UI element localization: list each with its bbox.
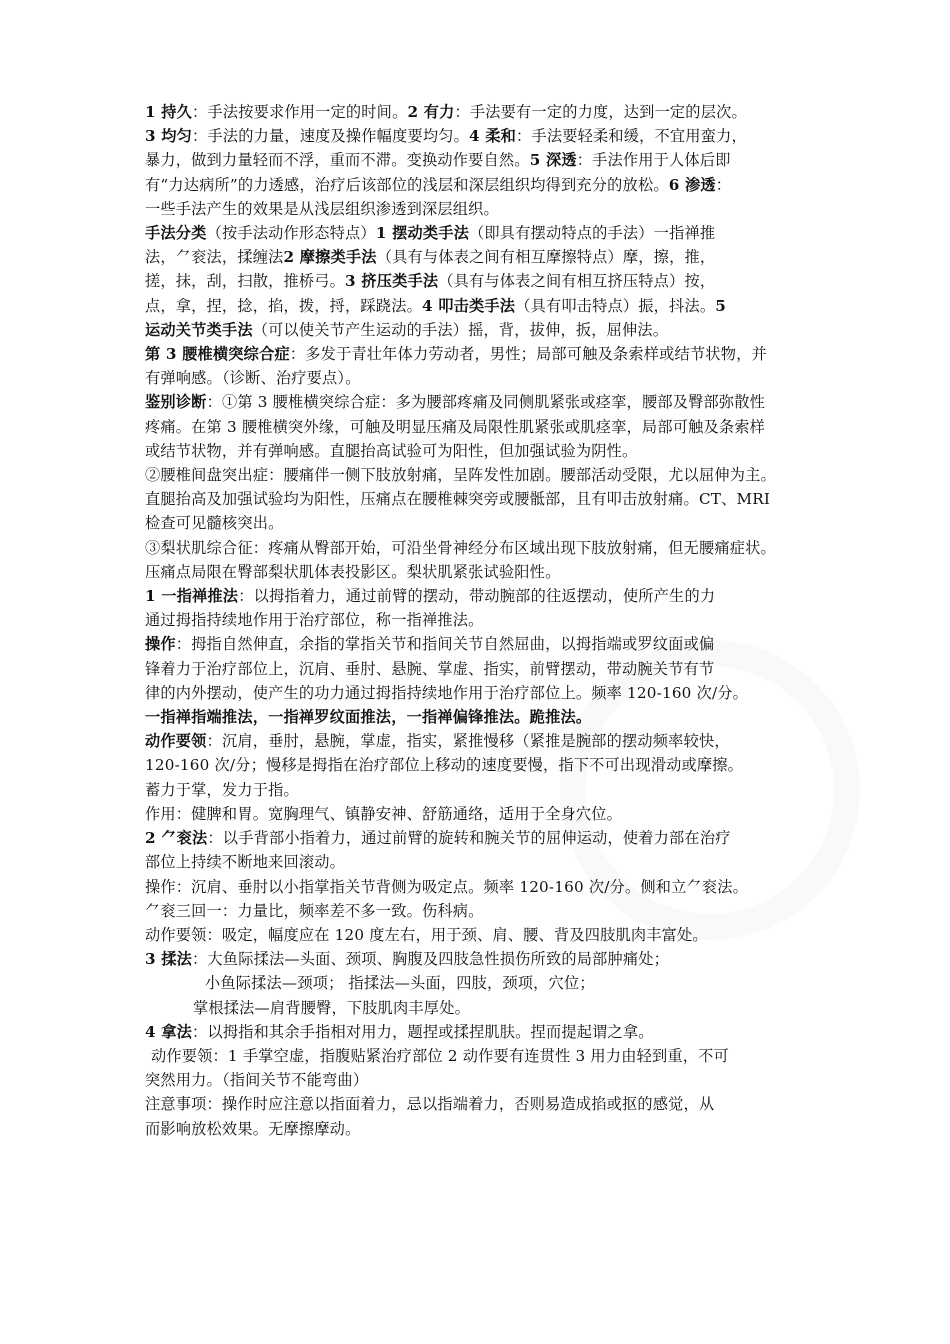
bold-term: 1 一指禅推法	[145, 587, 239, 606]
text-segment: 搓，抹，刮，扫散，推桥弓。	[145, 272, 346, 291]
text-segment: ：手法按要求作用一定的时间。	[192, 103, 408, 121]
text-line	[145, 148, 830, 172]
text-segment: 锋着力于治疗部位上，沉肩、垂肘、悬腕、掌虚、指实，前臂摆动，带动腕关节有节	[145, 659, 715, 678]
text-segment: 作用：健脾和胃。宽胸理气、镇静安神、舒筋通络，适用于全身穴位。	[145, 804, 623, 823]
text-segment: 通过拇指持续地作用于治疗部位，称一指禅推法。	[145, 611, 484, 630]
text-line	[145, 536, 830, 560]
text-line	[145, 269, 830, 293]
text-segment: （可以使关节产生运动的手法）摇，背，拔伸，扳，屈伸法。	[252, 320, 669, 339]
text-segment: 直腿抬高及加强试验均为阳性，压痛点在腰椎棘突旁或腰骶部，且有叩击放射痛。CT、MRI	[145, 490, 771, 509]
text-segment: ③梨状肌综合征：疼痛从臀部开始，可沿坐骨神经分布区域出现下肢放射痛，但无腰痛症状。	[145, 538, 776, 557]
text-segment: ：以拇指和其余手指相对用力，题捏或揉捏肌肤。捏而提起谓之拿。	[192, 1022, 654, 1041]
text-line	[145, 245, 830, 269]
bold-term: 一指禅指端推法，一指禅罗纹面推法，一指禅偏锋推法。跪推法。	[145, 708, 592, 727]
text-segment: 或结节状物，并有弹响感。直腿抬高试验可为阳性，但加强试验为阴性。	[145, 441, 638, 460]
text-line	[145, 463, 830, 487]
text-line	[145, 294, 830, 318]
text-segment: 掌根揉法—肩背腰臀，下肢肌肉丰厚处。	[193, 998, 470, 1017]
watermark-emblem	[560, 640, 860, 940]
text-segment: ：沉肩，垂肘，悬腕，掌虚，指实，紧推慢移（紧推是腕部的摆动频率较快，	[206, 732, 730, 751]
text-segment: （具有与体表之间有相互摩擦特点）摩，擦，推，	[376, 248, 716, 267]
bold-term: 3 均匀	[145, 127, 193, 146]
text-line	[145, 1044, 830, 1068]
text-segment: ：手法要有一定的力度，达到一定的层次。	[454, 103, 747, 121]
text-segment: 有“力达病所”的力透感，治疗后该部位的浅层和深层组织均得到充分的放松。	[145, 175, 669, 194]
text-segment: 而影响放松效果。无摩擦摩动。	[145, 1119, 361, 1138]
bold-term: 4 拿法	[145, 1022, 193, 1041]
text-line	[145, 560, 830, 584]
text-segment: 注意事项：操作时应注意以指面着力，忌以指端着力，否则易造成掐或抠的感觉，从	[145, 1095, 715, 1114]
bold-term: 2 摩擦类手法	[283, 248, 377, 267]
text-segment: 动作要领：吸定，幅度应在 120 度左右，用于颈、肩、腰、背及四肢肌肉丰富处。	[145, 925, 708, 944]
bold-term: 操作	[145, 635, 176, 654]
bold-term: 3 挤压类手法	[345, 272, 439, 291]
text-segment: 压痛点局限在臀部梨状肌体表投影区。梨状肌紧张试验阳性。	[145, 562, 561, 581]
text-segment: ：手法要轻柔和缓，不宜用蛮力，	[516, 127, 747, 146]
text-line	[145, 1068, 830, 1092]
text-segment: （具有与体表之间有相互挤压特点）按，	[438, 272, 716, 291]
text-segment: 点，拿，捏，捻，掐，拨，捋，踩跷法。	[145, 296, 422, 315]
text-segment: ：以手背部小指着力，通过前臂的旋转和腕关节的屈伸运动，使着力部在治疗	[207, 829, 731, 848]
bold-term: 第 3 腰椎横突综合症	[145, 345, 290, 364]
bold-term: 4 叩击类手法	[421, 296, 516, 315]
bold-term: 1 持久	[145, 103, 193, 121]
text-line	[145, 439, 830, 463]
text-segment: 疼痛。在第 3 腰椎横突外缘，可触及明显压痛及局限性肌紧张或肌痉挛，局部可触及条索样	[145, 417, 766, 436]
text-line	[145, 342, 830, 366]
text-line	[145, 415, 830, 439]
text-segment: （即具有摆动特点的手法）一指禅推	[469, 224, 716, 243]
text-line	[145, 318, 830, 342]
document-body	[145, 100, 830, 1141]
text-segment: 120-160 次/分；慢移是拇指在治疗部位上移动的速度要慢，指下不可出现滑动或摩擦。	[145, 756, 744, 775]
text-segment: 动作要领：1 手掌空虚，指腹贴紧治疗部位 2 动作要有连贯性 3 用力由轻到重，不可	[151, 1046, 729, 1065]
text-segment: ：大鱼际揉法—头面、颈项、胸腹及四肢急性损伤所致的局部肿痛处；	[192, 950, 670, 969]
text-segment: ：	[715, 175, 732, 194]
text-segment: 检查可见髓核突出。	[145, 514, 284, 533]
text-segment: ：以拇指着力，通过前臂的摆动，带动腕部的往返摆动，使所产生的力	[238, 587, 716, 606]
text-line	[145, 366, 830, 390]
bold-term: 6 渗透	[668, 175, 716, 194]
text-segment: 突然用力。（指间关节不能弯曲）	[145, 1071, 369, 1090]
text-line	[145, 1117, 830, 1141]
bold-term: 1 摆动类手法	[375, 224, 470, 243]
text-line	[145, 197, 830, 221]
bold-term: 5 深透	[529, 151, 577, 170]
text-segment: ⺈衮三回一：力量比，频率差不多一致。伤科病。	[145, 901, 484, 920]
text-segment: 小鱼际揉法—颈项； 指揉法—头面，四肢，颈项，穴位；	[205, 974, 595, 993]
text-line	[145, 511, 830, 535]
bold-term: 2 有力	[407, 103, 455, 121]
text-line	[145, 1020, 830, 1044]
text-segment: 律的内外摆动，使产生的功力通过拇指持续地作用于治疗部位上。频率 120-160 次/分。	[145, 683, 749, 702]
bold-term: 3 揉法	[145, 950, 193, 969]
text-line	[145, 996, 830, 1020]
text-line	[145, 487, 830, 511]
bold-term: 2 ⺈衮法	[145, 829, 208, 848]
text-segment: ：手法作用于人体后即	[576, 151, 731, 170]
text-line	[145, 608, 830, 632]
text-segment: 暴力，做到力量轻而不浮，重而不滞。变换动作要自然。	[145, 151, 530, 170]
text-segment: ：多发于青壮年体力劳动者，男性；局部可触及条索样或结节状物，并	[289, 345, 767, 364]
bold-term: 5	[715, 296, 727, 315]
text-segment: ：拇指自然伸直，余指的掌指关节和指间关节自然屈曲，以拇指端或罗纹面或偏	[175, 635, 715, 654]
bold-term: 鉴别诊断	[145, 393, 207, 412]
text-segment: 部位上持续不断地来回滚动。	[145, 853, 346, 872]
bold-term: 4 柔和	[469, 127, 517, 146]
text-segment: ②腰椎间盘突出症：腰痛伴一侧下肢放射痛，呈阵发性加剧。腰部活动受限，尤以屈伸为主。	[145, 466, 776, 485]
text-line	[145, 971, 830, 995]
text-segment: 一些手法产生的效果是从浅层组织渗透到深层组织。	[145, 199, 499, 218]
text-line	[145, 390, 830, 414]
text-line	[145, 584, 830, 608]
text-segment: （按手法动作形态特点）	[206, 224, 376, 243]
text-segment: ：①第 3 腰椎横突综合症：多为腰部疼痛及同侧肌紧张或痉挛，腰部及臀部弥散性	[206, 393, 766, 412]
text-line	[145, 100, 830, 124]
text-line	[145, 221, 830, 245]
text-segment: 蓄力于掌，发力于指。	[145, 780, 299, 799]
text-line	[145, 124, 830, 148]
text-line	[145, 173, 830, 197]
bold-term: 手法分类	[145, 224, 207, 243]
text-segment: 有弹响感。（诊断、治疗要点）。	[145, 369, 361, 388]
text-line	[145, 1092, 830, 1116]
text-segment: ：手法的力量，速度及操作幅度要均匀。	[192, 127, 470, 146]
bold-term: 动作要领	[145, 732, 207, 751]
text-segment: （具有叩击特点）振，抖法。	[515, 296, 716, 315]
bold-term: 运动关节类手法	[145, 320, 253, 339]
text-segment: 法，⺈衮法，揉缠法	[145, 248, 284, 267]
text-line	[145, 947, 830, 971]
text-segment: 操作：沉肩、垂肘以小指掌指关节背侧为吸定点。频率 120-160 次/分。侧和立⺈衮法。	[145, 877, 749, 896]
